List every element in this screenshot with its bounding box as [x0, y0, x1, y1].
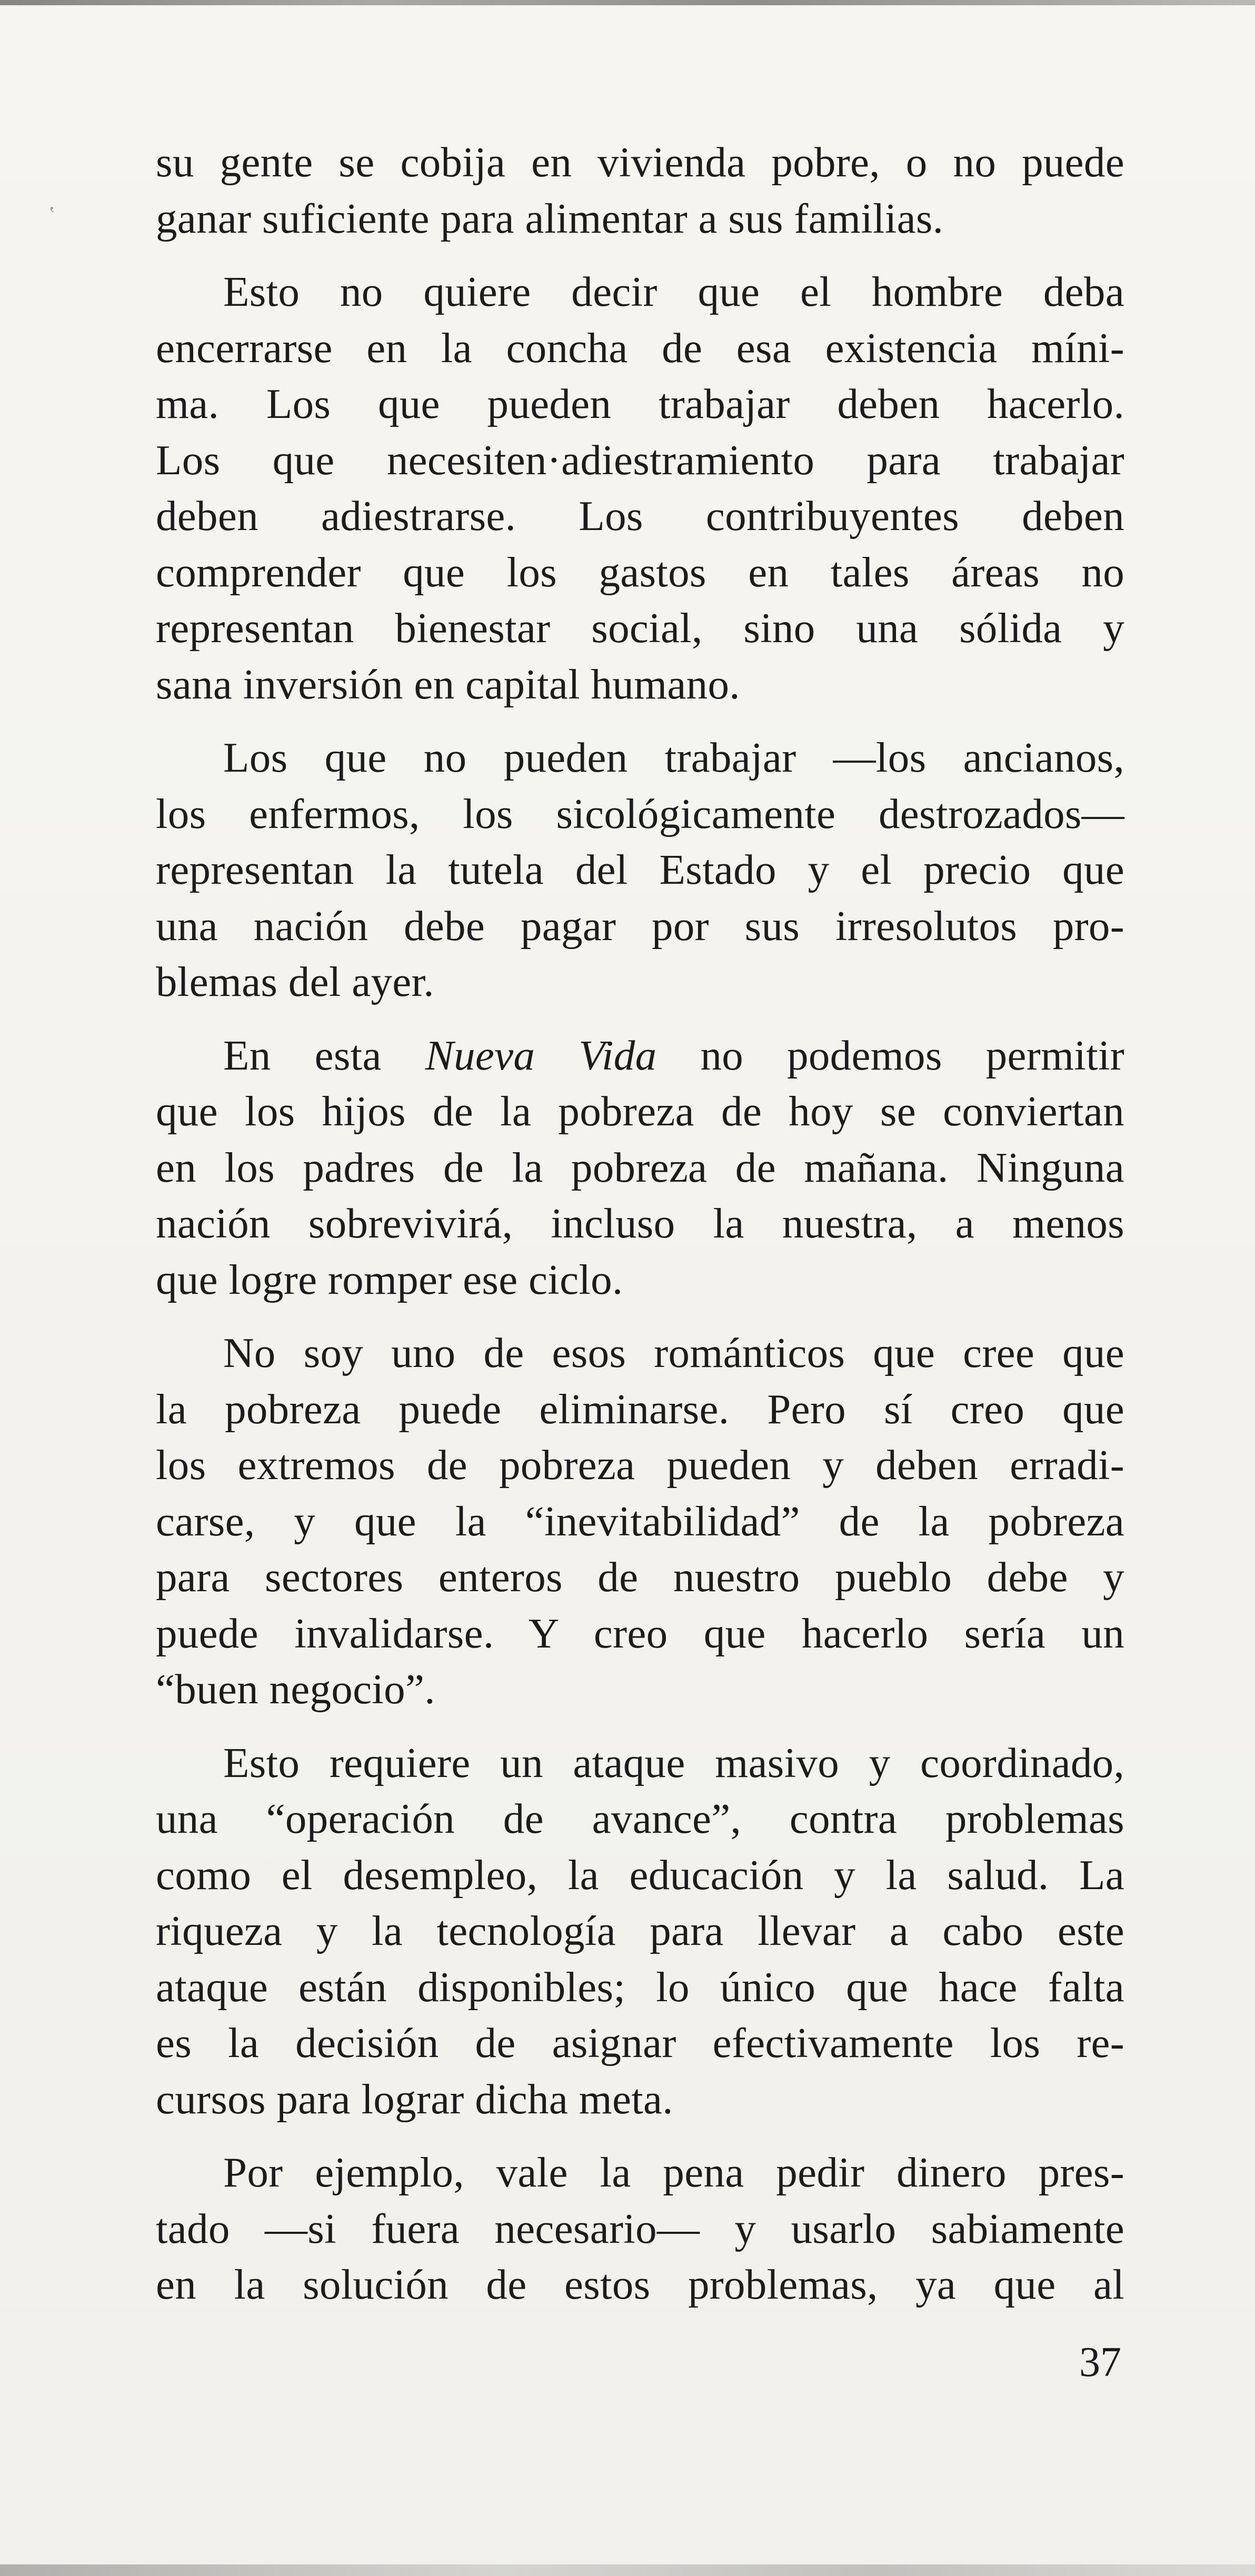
text-line: para sectores enteros de nuestro pueblo debe y [156, 1553, 1124, 1601]
text-line: No soy uno de esos románticos que cree que [223, 1329, 1124, 1376]
text-line: blemas del ayer. [156, 958, 434, 1005]
text-line: riqueza y la tecnología para llevar a cabo este [156, 1907, 1124, 1954]
text-line: deben adiestrarse. Los contribuyentes deben [156, 492, 1124, 540]
paragraph-6 [156, 1735, 1124, 2128]
paragraph-3 [156, 730, 1124, 1010]
text-line: encerrarse en la concha de esa existencia míni- [156, 324, 1124, 372]
text-line: En esta Nueva Vida no podemos permitir [223, 1031, 1125, 1079]
text-line: su gente se cobija en vivienda pobre, o no puede [156, 138, 1124, 186]
text-line: Esto requiere un ataque masivo y coordinado, [223, 1739, 1124, 1786]
text-line: “buen negocio”. [156, 1665, 435, 1713]
text-line: Los que necesiten·adiestramiento para trabajar [156, 436, 1124, 484]
text-line: ataque están disponibles; lo único que hace falta [156, 1963, 1124, 2011]
text-line: ma. Los que pueden trabajar deben hacerlo. [156, 380, 1124, 427]
paragraph-5 [156, 1325, 1124, 1718]
text-line: en los padres de la pobreza de mañana. Ninguna [156, 1143, 1124, 1191]
page-number: 37 [1079, 2339, 1121, 2385]
paragraph-gap [156, 1010, 1124, 1027]
text-line: comprender que los gastos en tales áreas no [156, 548, 1124, 596]
text-line: representan bienestar social, sino una sólida y [156, 604, 1124, 652]
text-line: como el desempleo, la educación y la salud. La [156, 1851, 1124, 1899]
text-line: puede invalidarse. Y creo que hacerlo sería un [156, 1609, 1124, 1657]
text-line: representan la tutela del Estado y el precio que [156, 846, 1124, 893]
text-line: sana inversión en capital humano. [156, 660, 740, 708]
text-line: Los que no pueden trabajar —los ancianos, [223, 734, 1124, 781]
text-line: que los hijos de la pobreza de hoy se conviertan [156, 1087, 1124, 1135]
text-line: nación sobrevivirá, incluso la nuestra, a menos [156, 1200, 1124, 1247]
paragraph-7 [156, 2144, 1124, 2313]
paragraph-gap [156, 1718, 1124, 1735]
text-line: que logre romper ese ciclo. [156, 1255, 623, 1303]
text-line: en la solución de estos problemas, ya que al [156, 2261, 1124, 2308]
paragraph-gap [156, 712, 1124, 730]
page-bottom-edge [0, 2564, 1255, 2576]
text-line: los enfermos, los sicológicamente destrozados— [156, 790, 1124, 837]
italic-title: Nueva Vida [425, 1031, 657, 1079]
text-line: la pobreza puede eliminarse. Pero sí creo que [156, 1385, 1124, 1433]
text-line: es la decisión de asignar efectivamente los re- [156, 2019, 1124, 2066]
body-text [156, 134, 1124, 2313]
text-line: los extremos de pobreza pueden y deben erradi- [156, 1441, 1124, 1489]
paragraph-1 [156, 134, 1124, 246]
text-line: cursos para lograr dicha meta. [156, 2075, 673, 2123]
text-line: Por ejemplo, vale la pena pedir dinero pres- [223, 2149, 1124, 2196]
text-line: una “operación de avance”, contra problemas [156, 1795, 1124, 1842]
paragraph-2 [156, 264, 1124, 712]
text-line: carse, y que la “inevitabilidad” de la pobreza [156, 1497, 1124, 1545]
paragraph-gap [156, 246, 1124, 264]
paragraph-gap [156, 1307, 1124, 1325]
paragraph-gap [156, 2127, 1124, 2144]
page-top-edge [0, 0, 1255, 5]
paragraph-4 [156, 1027, 1124, 1308]
text-line: una nación debe pagar por sus irresolutos pro- [156, 902, 1124, 950]
text-line: tado —si fuera necesario— y usarlo sabiamente [156, 2204, 1124, 2252]
text-line: ganar suficiente para alimentar a sus familias. [156, 194, 944, 242]
text-line: Esto no quiere decir que el hombre deba [223, 268, 1124, 315]
margin-ink-mark: ʽ [48, 202, 56, 226]
